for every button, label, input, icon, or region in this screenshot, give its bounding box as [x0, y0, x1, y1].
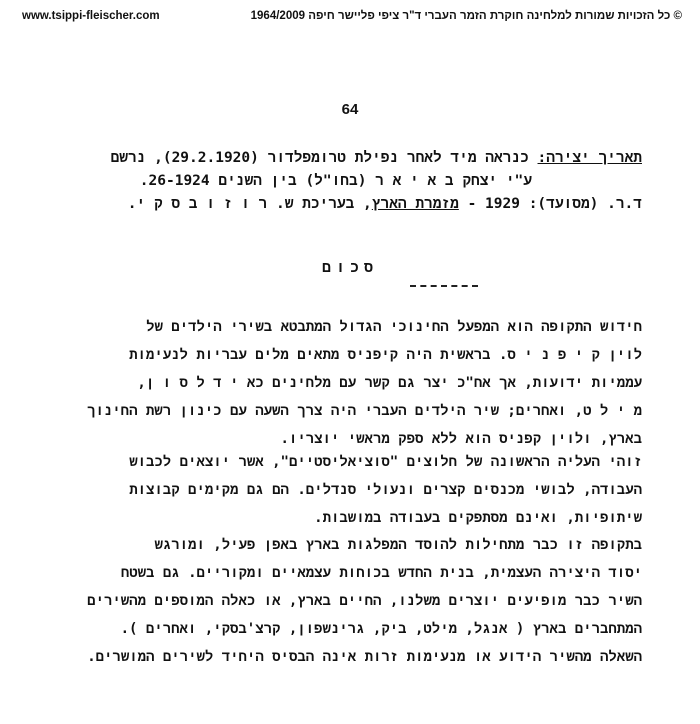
creation-date-text: כנראה מיד לאחר נפילת טרומפלדור (29.2.1920), נרשם [110, 150, 538, 166]
text-line: בארץ, ולוין קפניס הוא ללא ספק מראשי יוצריו. [280, 431, 642, 447]
copyright-notice: © כל הזכויות שמורות למלחינה חוקרת הזמר העברי ד"ר ציפי פליישר חיפה 1964/2009 [250, 10, 682, 22]
text-line: חידוש התקופה הוא המפעל החינוכי הגדול המתבטא בשירי הילדים של [146, 319, 642, 335]
creation-info [74, 147, 642, 216]
page-number: 64 [341, 101, 359, 118]
paragraph-2 [20, 448, 642, 532]
paragraph-3 [20, 531, 642, 671]
source-title: מזמרת הארץ [371, 196, 459, 212]
text-line: העבודה, לבושי מכנסים קצרים ונעולי סנדלים. הם גם מקימים קבוצות [129, 482, 642, 498]
summary-underline [410, 285, 478, 287]
text-line: יסוד היצירה העצמית, בנית החדש בכוחות עצמאיים ומקוריים. גם בשטח [120, 565, 642, 581]
creation-line-2: ע"י יצחק ב א י א ר (בחו"ל) בין השנים 26-1924. [139, 173, 532, 189]
summary-heading: סכום [321, 258, 378, 276]
text-line: מ י ל ט, ואחרים; שיר הילדים העברי היה צרך השעה עם כינון רשת החינוך [87, 403, 642, 419]
paragraph-1 [20, 313, 642, 453]
creation-line-1 [74, 147, 642, 170]
text-line: עממיות ידועות, אך אח"כ יצר גם קשר עם מלחינים כא י ד ל ס ו ן, [137, 375, 642, 391]
text-line: בתקופה זו כבר מתחילות להוסד המפלגות בארץ באפן פעיל, ומורגש [154, 537, 642, 553]
source-suffix: , בעריכת ש. ר ו ז ו ב ס ק י. [127, 196, 372, 212]
creation-line-3 [74, 193, 642, 216]
website-url[interactable]: www.tsippi-fleischer.com [22, 10, 160, 22]
page-header [22, 10, 682, 28]
text-line: השיר כבר מופיעים יוצרים משלנו, החיים בארץ, או כאלה המוספים מהשירים [87, 593, 642, 609]
source-prefix: ד.ר. (מסועד): 1929 - [458, 196, 642, 212]
text-line: שיתופיות, ואינם מסתפקים בעבודה במושבות. [314, 510, 642, 526]
text-line: המתחברים בארץ ( אנגל, מילט, ביק, גרינשפון, קרצ'בסקי, ואחרים ). [120, 621, 642, 637]
text-line: לוין ק י פ נ י ס. בראשית היה קיפניס מתאים מלים עבריות לנעימות [129, 347, 642, 363]
text-line: השאלה מהשיר הידוע או מנעימות זרות אינה הבסיס היחיד לשירים המושרים. [87, 649, 642, 665]
text-line: זוהי העליה הראשונה של חלוצים "סוציאליסטיים", אשר יוצאים לכבוש [129, 454, 642, 470]
creation-date-label: תאריך יצירה: [537, 150, 642, 166]
